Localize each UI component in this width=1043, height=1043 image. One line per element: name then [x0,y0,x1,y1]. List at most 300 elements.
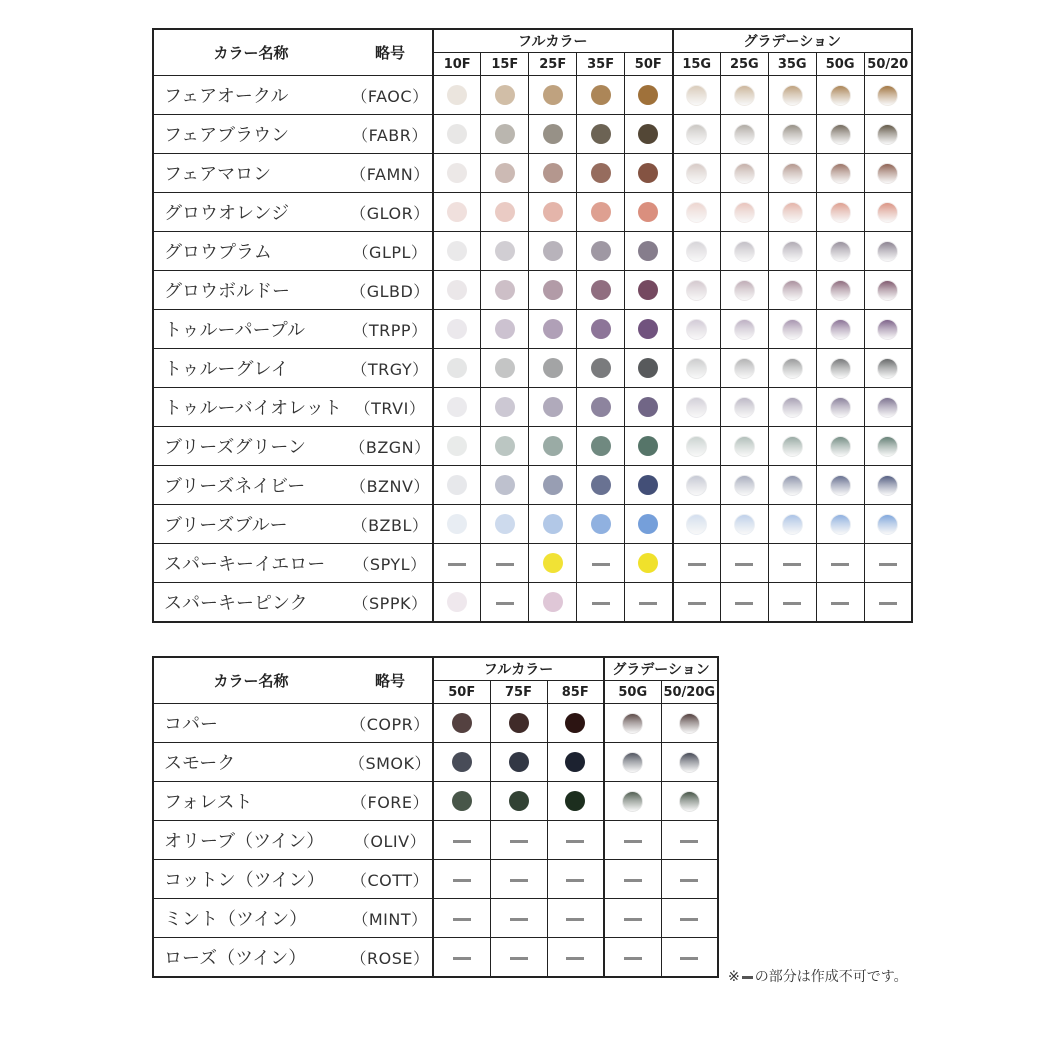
gradation-swatch-cell [661,899,718,938]
table1-header-row-1 [153,29,912,53]
gradation-swatch-dot [782,241,803,262]
gradation-swatch-cell [673,505,721,544]
color-swatch-dot [543,592,563,612]
gradation-swatch-cell [816,505,864,544]
gradation-swatch-dot [877,280,898,301]
gradation-swatch-cell [864,310,912,349]
full-color-swatch-cell [481,427,529,466]
color-code: （TRPP） [348,310,433,349]
gradation-swatch-dot [686,124,707,145]
gradation-swatch-dot [830,358,851,379]
color-swatch-dot [543,358,563,378]
color-name: スモーク [153,743,348,782]
unavailable-dash-icon [742,976,753,979]
color-code: （GLOR） [348,193,433,232]
full-color-swatch-cell [433,466,481,505]
gradation-swatch-dot [830,436,851,457]
gradation-swatch-cell [673,427,721,466]
gradation-swatch-cell [864,76,912,115]
gradation-swatch-cell [720,76,768,115]
gradation-swatch-cell [604,704,661,743]
full-color-swatch-cell [577,76,625,115]
color-code: （GLBD） [348,271,433,310]
color-swatch-dot [543,280,563,300]
gradation-swatch-cell [816,271,864,310]
gradation-swatch-cell [768,271,816,310]
gradation-swatch-dot [734,280,755,301]
full-color-swatch-cell [529,466,577,505]
full-color-swatch-cell [625,505,673,544]
full-color-swatch-cell [433,271,481,310]
unavailable-dash-icon [566,957,584,960]
gradation-swatch-cell [768,583,816,623]
full-col-header: 35F [577,53,625,76]
color-swatch-dot [591,319,611,339]
gradation-swatch-cell [768,76,816,115]
full-color-swatch-cell [433,310,481,349]
full-col-header: 50F [433,681,490,704]
color-swatch-dot [638,553,658,573]
full-color-swatch-cell [529,154,577,193]
table-row [153,899,718,938]
gradation-swatch-cell [864,349,912,388]
full-color-swatch-cell [577,115,625,154]
gradation-swatch-dot [782,280,803,301]
unavailable-dash-icon [680,918,698,921]
gradation-swatch-dot [877,475,898,496]
unavailable-dash-icon [624,879,642,882]
full-color-swatch-cell [529,76,577,115]
gradation-swatch-dot [686,514,707,535]
gradation-swatch-cell [816,310,864,349]
unavailable-dash-icon [783,563,801,566]
color-swatch-dot [495,85,515,105]
gradation-swatch-cell [720,427,768,466]
gradation-swatch-cell [673,154,721,193]
gradation-swatch-cell [673,271,721,310]
color-swatch-dot [447,514,467,534]
color-swatch-dot [452,752,472,772]
gradation-swatch-dot [734,475,755,496]
full-color-swatch-cell [433,938,490,978]
unavailable-dash-icon [624,918,642,921]
unavailable-dash-icon [735,563,753,566]
full-color-swatch-cell [529,271,577,310]
gradation-swatch-cell [864,193,912,232]
color-swatch-dot [543,241,563,261]
color-name: ブリーズブルー [153,505,348,544]
table-row [153,271,912,310]
color-name: グロウオレンジ [153,193,348,232]
table2-body [153,704,718,978]
table-row [153,388,912,427]
full-color-swatch-cell [433,583,481,623]
gradation-swatch-dot [734,436,755,457]
gradation-swatch-dot [830,475,851,496]
color-swatch-dot [591,202,611,222]
gradation-swatch-cell [720,466,768,505]
color-swatch-dot [509,752,529,772]
full-color-swatch-cell [433,821,490,860]
grad-col-header: 25G [720,53,768,76]
color-swatch-dot [638,124,658,144]
unavailable-dash-icon [453,957,471,960]
full-col-header: 25F [529,53,577,76]
grad-col-header: 50/20 [864,53,912,76]
table-row [153,193,912,232]
color-name-header: カラー名称 [153,657,348,704]
color-code: （COTT） [348,860,433,899]
unavailable-dash-icon [566,918,584,921]
unavailable-dash-icon [592,602,610,605]
gradation-swatch-cell [864,505,912,544]
unavailable-dash-icon [879,563,897,566]
gradation-swatch-cell [816,154,864,193]
gradation-swatch-cell [604,821,661,860]
full-color-swatch-cell [481,154,529,193]
full-color-swatch-cell [577,388,625,427]
color-swatch-dot [495,358,515,378]
grad-col-header: 35G [768,53,816,76]
table-row [153,76,912,115]
full-color-swatch-cell [577,154,625,193]
unavailable-dash-icon [566,840,584,843]
gradation-swatch-dot [679,752,700,773]
full-color-group-header: フルカラー [433,657,604,681]
full-color-swatch-cell [547,743,604,782]
color-swatch-dot [591,124,611,144]
color-swatch-dot [447,163,467,183]
color-name: スパーキーピンク [153,583,348,623]
color-code: （SMOK） [348,743,433,782]
gradation-swatch-dot [734,514,755,535]
gradation-swatch-dot [782,163,803,184]
gradation-swatch-cell [604,782,661,821]
color-name: ブリーズグリーン [153,427,348,466]
color-code: （BZBL） [348,505,433,544]
gradation-swatch-cell [768,544,816,583]
full-col-header: 50F [625,53,673,76]
full-color-swatch-cell [481,271,529,310]
color-swatch-dot [638,241,658,261]
color-swatch-dot [495,514,515,534]
full-color-swatch-cell [433,704,490,743]
gradation-swatch-cell [720,271,768,310]
gradation-swatch-cell [604,743,661,782]
color-swatch-dot [543,475,563,495]
gradation-swatch-cell [768,310,816,349]
gradation-swatch-dot [782,397,803,418]
gradation-swatch-cell [720,505,768,544]
gradation-swatch-cell [661,938,718,978]
gradation-swatch-dot [830,397,851,418]
gradation-swatch-cell [864,583,912,623]
grad-col-header: 15G [673,53,721,76]
gradation-swatch-cell [673,544,721,583]
full-color-swatch-cell [529,544,577,583]
gradation-group-header: グラデーション [604,657,718,681]
full-color-swatch-cell [481,349,529,388]
gradation-swatch-dot [877,163,898,184]
full-color-swatch-cell [625,154,673,193]
color-name: コパー [153,704,348,743]
table-row [153,232,912,271]
color-name-header: カラー名称 [153,29,348,76]
gradation-swatch-dot [686,319,707,340]
gradation-swatch-dot [622,791,643,812]
full-color-swatch-cell [490,743,547,782]
unavailable-dash-icon [680,879,698,882]
full-color-swatch-cell [490,899,547,938]
full-color-swatch-cell [529,427,577,466]
unavailable-dash-icon [831,602,849,605]
gradation-swatch-dot [679,713,700,734]
gradation-swatch-cell [673,583,721,623]
gradation-swatch-dot [877,241,898,262]
color-swatch-dot [495,241,515,261]
full-col-header: 75F [490,681,547,704]
gradation-swatch-dot [877,202,898,223]
full-color-swatch-cell [481,76,529,115]
color-swatch-dot [565,791,585,811]
color-swatch-dot [495,436,515,456]
note-prefix: ※ [728,969,740,985]
gradation-swatch-cell [864,154,912,193]
gradation-swatch-cell [673,466,721,505]
color-name: ミント（ツイン） [153,899,348,938]
full-color-swatch-cell [433,544,481,583]
table-row [153,310,912,349]
table-row [153,544,912,583]
gradation-swatch-cell [604,860,661,899]
color-swatch-dot [591,436,611,456]
color-swatch-dot [565,752,585,772]
gradation-swatch-cell [720,115,768,154]
unavailable-dash-icon [510,957,528,960]
gradation-swatch-cell [864,388,912,427]
full-color-swatch-cell [625,115,673,154]
full-color-swatch-cell [547,860,604,899]
color-swatch-dot [638,163,658,183]
gradation-swatch-cell [768,154,816,193]
gradation-swatch-dot [734,85,755,106]
unavailable-dash-icon [735,602,753,605]
full-color-swatch-cell [625,310,673,349]
unavailable-dash-icon [510,918,528,921]
table-row [153,427,912,466]
table-row [153,583,912,623]
full-color-swatch-cell [433,782,490,821]
full-color-swatch-cell [433,232,481,271]
color-code: （TRVI） [348,388,433,427]
color-name: フェアマロン [153,154,348,193]
color-swatch-dot [447,124,467,144]
full-color-group-header: フルカラー [433,29,673,53]
gradation-swatch-cell [816,232,864,271]
color-swatch-dot [591,85,611,105]
color-name: フォレスト [153,782,348,821]
unavailable-dash-icon [831,563,849,566]
table-row [153,860,718,899]
color-swatch-dot [495,475,515,495]
full-color-swatch-cell [529,232,577,271]
gradation-swatch-dot [686,202,707,223]
full-color-swatch-cell [490,860,547,899]
gradation-swatch-dot [686,280,707,301]
gradation-swatch-dot [686,241,707,262]
color-code: （COPR） [348,704,433,743]
gradation-swatch-cell [768,193,816,232]
gradation-swatch-cell [864,115,912,154]
color-swatch-dot [638,514,658,534]
color-name: コットン（ツイン） [153,860,348,899]
gradation-swatch-cell [720,544,768,583]
full-color-swatch-cell [481,505,529,544]
full-color-swatch-cell [433,427,481,466]
unavailable-dash-icon [453,918,471,921]
table-row [153,349,912,388]
color-swatch-dot [447,592,467,612]
gradation-swatch-cell [816,349,864,388]
gradation-swatch-cell [768,466,816,505]
gradation-swatch-dot [782,124,803,145]
full-color-swatch-cell [481,388,529,427]
full-color-swatch-cell [625,544,673,583]
full-color-swatch-cell [577,310,625,349]
color-name: グロウボルドー [153,271,348,310]
table-row [153,743,718,782]
full-col-header: 85F [547,681,604,704]
color-name: ローズ（ツイン） [153,938,348,978]
color-swatch-dot [638,280,658,300]
unavailable-dash-icon [783,602,801,605]
color-code: （FORE） [348,782,433,821]
gradation-swatch-dot [877,436,898,457]
full-color-swatch-cell [625,349,673,388]
gradation-swatch-dot [734,241,755,262]
gradation-swatch-dot [782,85,803,106]
gradation-swatch-dot [830,202,851,223]
gradation-swatch-cell [816,193,864,232]
gradation-swatch-dot [830,241,851,262]
color-swatch-dot [638,397,658,417]
full-color-swatch-cell [529,193,577,232]
gradation-swatch-cell [816,115,864,154]
full-color-swatch-cell [547,782,604,821]
color-code: （SPPK） [348,583,433,623]
gradation-swatch-dot [686,358,707,379]
gradation-swatch-cell [768,349,816,388]
gradation-swatch-dot [877,85,898,106]
color-code: （SPYL） [348,544,433,583]
color-swatch-dot [509,713,529,733]
color-swatch-dot [591,358,611,378]
grad-col-header: 50G [816,53,864,76]
unavailable-dash-icon [453,840,471,843]
color-swatch-dot [447,241,467,261]
color-name: グロウプラム [153,232,348,271]
gradation-swatch-cell [673,76,721,115]
gradation-swatch-cell [604,938,661,978]
gradation-swatch-dot [686,436,707,457]
unavailable-dash-icon [688,563,706,566]
unavailable-dash-icon [680,957,698,960]
table-row [153,704,718,743]
gradation-swatch-cell [661,821,718,860]
color-swatch-dot [543,85,563,105]
color-swatch-dot [495,397,515,417]
full-color-swatch-cell [490,782,547,821]
full-color-swatch-cell [481,310,529,349]
full-color-swatch-cell [529,349,577,388]
unavailable-dash-icon [680,840,698,843]
full-color-swatch-cell [481,115,529,154]
full-color-swatch-cell [433,743,490,782]
gradation-swatch-dot [830,85,851,106]
gradation-swatch-dot [734,319,755,340]
color-name: オリーブ（ツイン） [153,821,348,860]
color-swatch-dot [591,163,611,183]
gradation-swatch-cell [768,388,816,427]
color-swatch-dot [543,436,563,456]
unavailable-dash-icon [510,840,528,843]
full-color-swatch-cell [625,466,673,505]
color-swatch-dot [495,163,515,183]
full-color-swatch-cell [577,427,625,466]
grad-col-header: 50/20G [661,681,718,704]
gradation-swatch-cell [661,860,718,899]
gradation-swatch-cell [816,583,864,623]
full-color-swatch-cell [625,271,673,310]
table-row [153,466,912,505]
gradation-swatch-cell [720,154,768,193]
unavailable-dash-icon [453,879,471,882]
color-swatch-dot [638,202,658,222]
gradation-swatch-cell [661,704,718,743]
gradation-swatch-dot [679,791,700,812]
color-name: トゥルーバイオレット [153,388,348,427]
full-color-swatch-cell [547,704,604,743]
color-name: フェアブラウン [153,115,348,154]
gradation-swatch-dot [782,514,803,535]
full-color-swatch-cell [577,505,625,544]
full-color-swatch-cell [577,466,625,505]
color-swatch-dot [591,475,611,495]
color-code: （FAOC） [348,76,433,115]
gradation-swatch-cell [673,193,721,232]
gradation-swatch-cell [816,466,864,505]
full-color-swatch-cell [577,544,625,583]
gradation-swatch-dot [877,514,898,535]
full-color-swatch-cell [625,76,673,115]
full-color-swatch-cell [433,76,481,115]
color-swatch-dot [638,358,658,378]
gradation-swatch-dot [877,319,898,340]
color-swatch-dot [509,791,529,811]
color-swatch-dot [447,475,467,495]
gradation-swatch-dot [686,163,707,184]
full-color-swatch-cell [625,388,673,427]
gradation-swatch-cell [720,232,768,271]
color-swatch-dot [447,397,467,417]
color-swatch-dot [638,436,658,456]
full-color-swatch-cell [490,704,547,743]
full-color-swatch-cell [547,899,604,938]
gradation-swatch-cell [864,232,912,271]
full-color-swatch-cell [529,115,577,154]
full-color-swatch-cell [577,349,625,388]
color-name: フェアオークル [153,76,348,115]
